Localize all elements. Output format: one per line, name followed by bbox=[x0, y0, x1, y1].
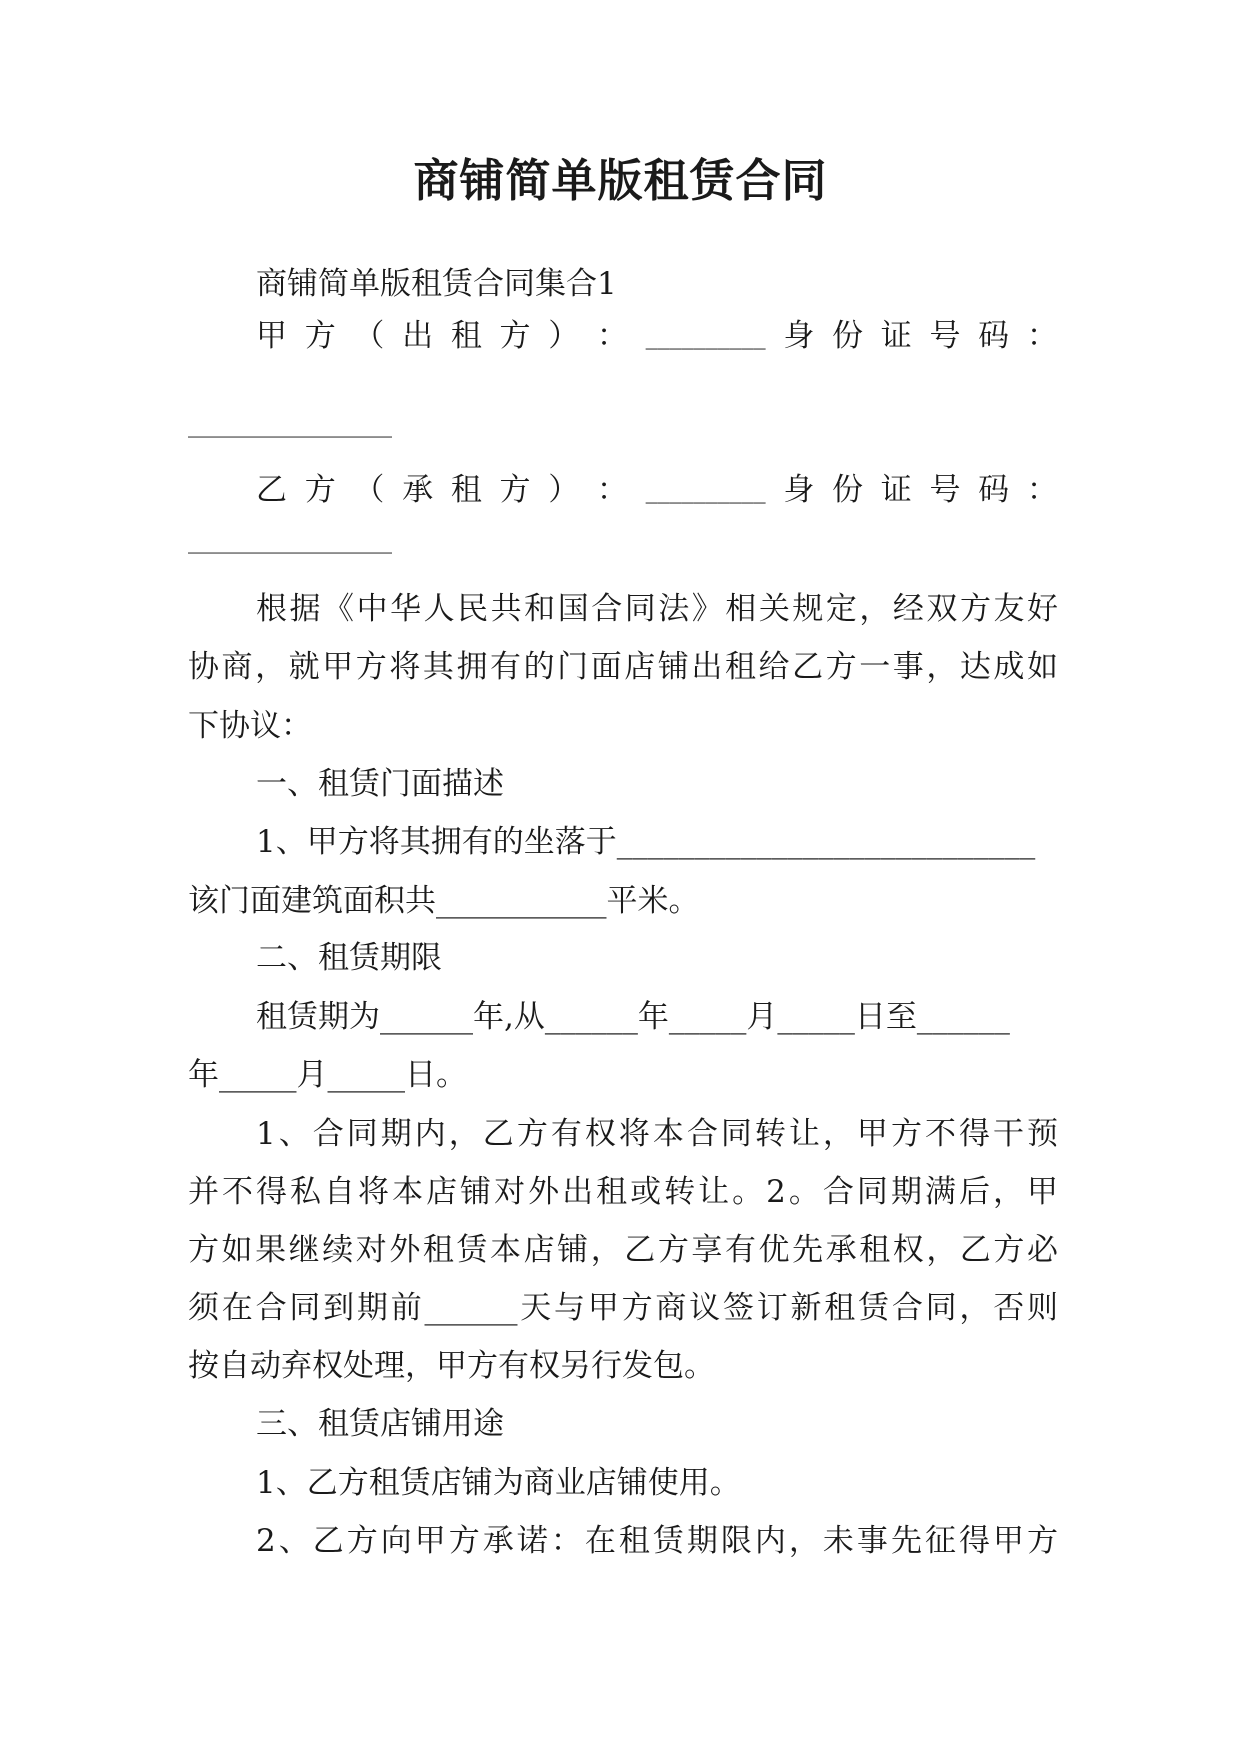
party-a-char: 份 bbox=[832, 318, 864, 354]
section-2-item-1-line-1: 1、合同期内，乙方有权将本合同转让，甲方不得干预 bbox=[256, 1116, 1058, 1152]
document-subtitle: 商铺简单版租赁合同集合1 bbox=[256, 266, 617, 302]
party-b-char: 乙 bbox=[256, 472, 287, 508]
party-b-char: 份 bbox=[832, 472, 864, 508]
intro-line-3: 下协议： bbox=[188, 708, 312, 744]
party-b-char: 号 bbox=[929, 472, 961, 508]
party-a-char: 出 bbox=[402, 318, 434, 354]
party-b-char: 承 bbox=[402, 472, 434, 508]
section-2-item-1-line-3: 方如果继续对外租赁本店铺，乙方享有优先承租权，乙方必 bbox=[188, 1232, 1058, 1268]
party-b-char: ） bbox=[548, 472, 580, 508]
section-1-heading: 一、租赁门面描述 bbox=[256, 766, 504, 802]
party-a-char: 证 bbox=[880, 318, 912, 354]
section-3-heading: 三、租赁店铺用途 bbox=[256, 1406, 504, 1442]
section-2-term-line-2: 年_____月_____日。 bbox=[188, 1057, 467, 1093]
party-a-id-blank: _________________ bbox=[188, 410, 392, 438]
party-a-char: 方 bbox=[499, 318, 531, 354]
party-b-id-blank: _________________ bbox=[188, 526, 392, 554]
section-2-item-1-line-2: 并不得私自将本店铺对外出租或转让。2。合同期满后，甲 bbox=[188, 1174, 1058, 1210]
party-a-name-blank: __________ bbox=[645, 322, 766, 350]
party-a-char: 甲 bbox=[256, 318, 287, 354]
party-b-char: （ bbox=[353, 472, 385, 508]
party-b-char: 方 bbox=[304, 472, 336, 508]
party-a-char: 号 bbox=[929, 318, 961, 354]
document-title: 商铺简单版租赁合同 bbox=[413, 154, 828, 207]
section-2-item-1-line-5: 按自动弃权处理，甲方有权另行发包。 bbox=[188, 1348, 715, 1384]
party-b-char: ： bbox=[596, 472, 628, 508]
party-a-char: ： bbox=[1026, 318, 1058, 354]
party-b-char: 租 bbox=[450, 472, 482, 508]
party-a-line bbox=[256, 314, 1058, 358]
party-b-char: 身 bbox=[783, 472, 815, 508]
party-a-char: 身 bbox=[783, 318, 815, 354]
section-2-term-line-1: 租赁期为______年,从______年_____月_____日至______ bbox=[256, 999, 1010, 1035]
party-a-char: ： bbox=[596, 318, 628, 354]
party-a-char: 租 bbox=[450, 318, 482, 354]
section-1-item-1-line-1: 1、甲方将其拥有的坐落于___________________________ bbox=[256, 824, 1036, 860]
party-b-char: 证 bbox=[880, 472, 912, 508]
section-2-item-1-line-4: 须在合同到期前______天与甲方商议签订新租赁合同，否则 bbox=[188, 1290, 1058, 1326]
party-b-name-blank: __________ bbox=[645, 476, 766, 504]
party-b-char: 码 bbox=[978, 472, 1010, 508]
section-3-item-1: 1、乙方租赁店铺为商业店铺使用。 bbox=[256, 1465, 741, 1501]
party-b-char: ： bbox=[1026, 472, 1058, 508]
section-1-item-1-line-2: 该门面建筑面积共___________平米。 bbox=[188, 883, 700, 919]
intro-line-2: 协商，就甲方将其拥有的门面店铺出租给乙方一事，达成如 bbox=[188, 649, 1058, 685]
party-b-line bbox=[256, 468, 1058, 512]
party-b-char: 方 bbox=[499, 472, 531, 508]
party-a-char: （ bbox=[353, 318, 385, 354]
section-2-heading: 二、租赁期限 bbox=[256, 940, 442, 976]
intro-line-1: 根据《中华人民共和国合同法》相关规定，经双方友好 bbox=[256, 591, 1058, 627]
party-a-char: ） bbox=[548, 318, 580, 354]
party-a-char: 方 bbox=[304, 318, 336, 354]
section-3-item-2: 2、乙方向甲方承诺：在租赁期限内，未事先征得甲方 bbox=[256, 1523, 1058, 1559]
party-a-char: 码 bbox=[978, 318, 1010, 354]
